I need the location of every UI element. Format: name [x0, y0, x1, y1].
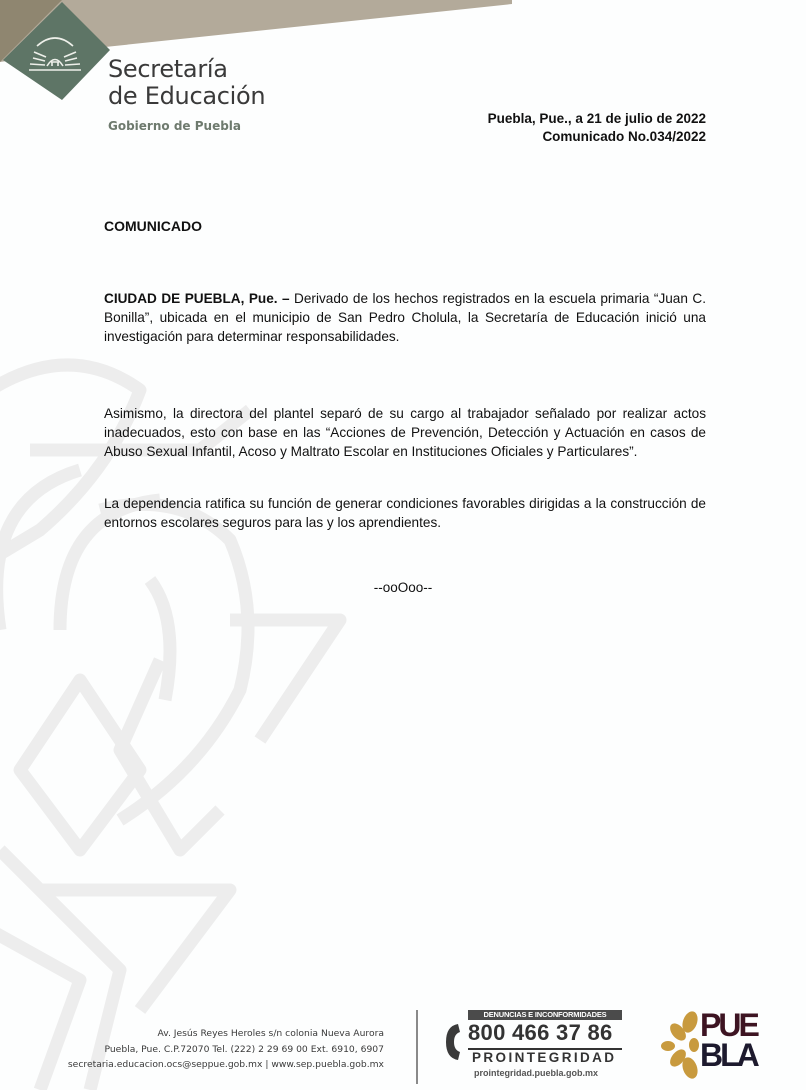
puebla-logo — [660, 1007, 780, 1080]
hotline-tag: DENUNCIAS E INCONFORMIDADES — [468, 1010, 622, 1020]
place-date: Puebla, Pue., a 21 de julio de 2022 — [487, 111, 706, 126]
paragraph-1 — [104, 289, 706, 346]
address-line-3: secretaria.educacion.ocs@seppue.gob.mx | www.sep.puebla.gob.mx — [67, 1059, 384, 1070]
puebla-logo-line2: BLA — [700, 1037, 757, 1073]
closing-separator: --ooOoo-- — [373, 580, 433, 595]
paragraph-1-lead: CIUDAD DE PUEBLA, Pue. – — [104, 291, 290, 306]
org-subtitle: Gobierno de Puebla — [108, 119, 242, 133]
paragraph-2: Asimismo, la directora del plantel separó de su cargo al trabajador señalado por realizar actos inadecuados, esto con base en las “Acciones de Prevención, Detección y Actuación en casos de Abuso Sexual Infantil, Acoso y Maltrato Escolar en Instituciones Oficiales y Particulares”. — [104, 406, 706, 459]
org-title-line1: Secretaría — [108, 55, 228, 83]
hotline-number: 800 466 37 86 — [468, 1020, 613, 1045]
hotline-name: PROINTEGRIDAD — [472, 1050, 617, 1065]
footer-address — [68, 1026, 384, 1073]
org-title-line2: de Educación — [108, 82, 266, 110]
paragraph-3: La dependencia ratifica su función de generar condiciones favorables dirigidas a la construcción de entornos escolares seguros para las y los aprendientes. — [104, 496, 706, 530]
footer-divider — [416, 1010, 418, 1084]
phone-icon — [444, 1022, 464, 1062]
release-number: Comunicado No.034/2022 — [542, 129, 706, 144]
hotline-url: prointegridad.puebla.gob.mx — [474, 1068, 599, 1078]
address-line-2: Puebla, Pue. C.P.72070 Tel. (222) 2 29 69 00 Ext. 6910, 6907 — [104, 1043, 384, 1055]
paragraph-1-text: Derivado de los hechos registrados en la escuela primaria “Juan C. Bonilla”, ubicada en el municipio de San Pedro Cholula, la Secretaría de Educación inició una investigación para determinar responsabilidades. — [104, 291, 706, 344]
document-heading: COMUNICADO — [104, 218, 202, 234]
puebla-logo-line1: PUE — [700, 1007, 757, 1043]
flower-icon — [660, 1010, 704, 1080]
address-line-1: Av. Jesús Reyes Heroles s/n colonia Nueva Aurora — [157, 1028, 384, 1039]
dateline — [488, 110, 706, 146]
org-brand — [108, 56, 265, 133]
prointegridad-hotline — [444, 1008, 624, 1080]
